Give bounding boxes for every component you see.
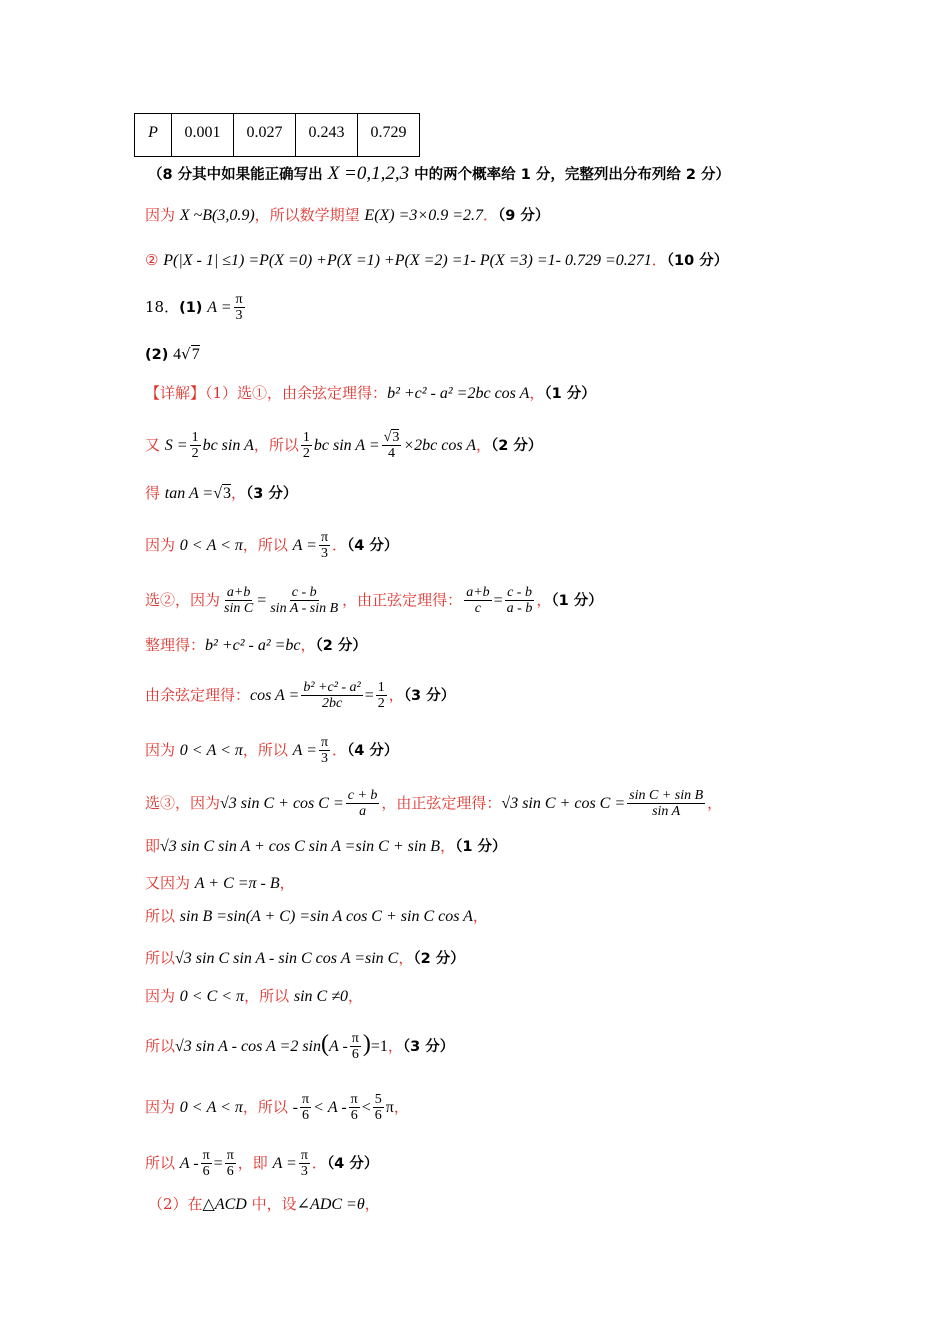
detail-line-15: 所以√3 sin A - cos A =2 sin(A - $\frac{\pi}{6}$ )=1，（3 分） — [145, 1030, 455, 1063]
detail-line-1: 【详解】（1）选①，由余弦定理得：b² +c² - a² =2bc cos A，（1 分） — [145, 384, 596, 402]
detail-line-6: 整理得：b² +c² - a² =bc，（2 分） — [145, 636, 367, 654]
table-cell: 0.027 — [234, 114, 296, 157]
expectation-line: 因为 X ~B(3,0.9)，所以数学期望 E(X) =3×0.9 =2.7．（9 分） — [145, 206, 550, 224]
detail-line-8: 因为 0 < A < π，所以 A = $\frac{\pi}{3}$ ．（4 分） — [145, 735, 399, 767]
detail-line-7: 由余弦定理得：cos A = $\frac{\text{b² +c² - a²}}{2bc}$ = $\frac{1}{2}$ ，（3 分） — [145, 680, 456, 712]
probability-line: ② P(|X - 1| ≤1) =P(X =0) +P(X =1) +P(X =2) =1- P(X =3) =1- 0.729 =0.271．（10 分） — [145, 251, 729, 269]
question-18-answer-2: (2) 4√7 — [145, 345, 200, 363]
detail-line-13: 所以√3 sin C sin A - sin C cos A =sin C，（2 分） — [145, 949, 465, 967]
table-header-cell: P — [135, 114, 172, 157]
table-cell: 0.243 — [296, 114, 358, 157]
question-18-answer-1: 18．(1) A = $\frac{\pi}{3}$ — [145, 292, 243, 324]
detail-line-16: 因为 0 < A < π，所以 - $\frac{\pi}{6}$ < A - $\frac{\pi}{6}$ < $\frac{5}{6}$ π， — [145, 1092, 409, 1124]
detail-line-17: 所以 A - $\frac{\pi}{6}$ = $\frac{\pi}{6}$ ，即 A = $\frac{\pi}{3}$ ．（4 分） — [145, 1148, 379, 1180]
detail-line-9: 选③，因为√3 sin C + cos C = $\frac{c + b}{a}$ ，由正弦定理得：√3 sin C + cos C = $\frac{\text{sin C + sin B}}{\text{sin A}}$ ， — [145, 788, 723, 820]
detail-line-10: 即√3 sin C sin A + cos C sin A =sin C + sin B，（1 分） — [145, 837, 507, 855]
detail-line-11: 又因为 A + C =π - B， — [145, 874, 295, 892]
probability-table — [134, 113, 420, 157]
table-row — [135, 114, 420, 157]
table-cell: 0.001 — [172, 114, 234, 157]
detail-line-2: 又 S = $\frac{1}{2}$ bc sin A，所以 $\frac{1}{2}$ bc sin A = $\frac{√3}{4}$ ×2bc cos A，（2 分） — [145, 430, 543, 462]
detail-line-5: 选②，因为 $\frac{a+b}{\text{sin C}}$ = $\frac{c - b}{\text{sin A - sin B}}$ ，由正弦定理得： $\frac{a+b}{c}$ = $\frac{c - b}{a - b}$ ，（1 分） — [145, 585, 603, 617]
detail-line-4: 因为 0 < A < π，所以 A = $\frac{\pi}{3}$ ．（4 分） — [145, 530, 399, 562]
detail-line-14: 因为 0 < C < π，所以 sin C ≠0， — [145, 987, 363, 1005]
fraction: $\frac{\pi}{3}$ — [235, 292, 243, 324]
table-cell: 0.729 — [358, 114, 420, 157]
detail-line-3: 得 tan A =√3，（3 分） — [145, 484, 298, 502]
detail-line-18: （2）在△ACD 中，设∠ADC =θ， — [148, 1195, 380, 1213]
detail-line-12: 所以 sin B =sin(A + C) =sin A cos C + sin C cos A， — [145, 907, 488, 925]
grading-note: （8 分其中如果能正确写出 X =0,1,2,3 中的两个概率给 1 分，完整列出分布列给 2 分） — [148, 163, 731, 184]
detail-tag: 【详解】 — [145, 384, 206, 402]
